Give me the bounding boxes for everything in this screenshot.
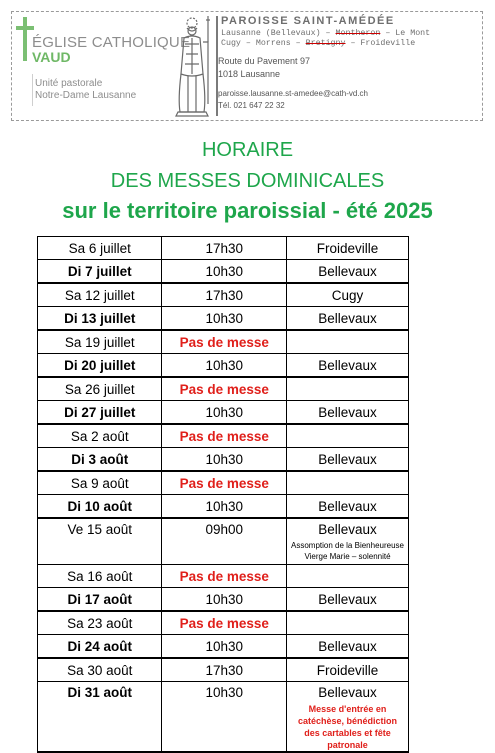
schedule-time: Pas de messe bbox=[162, 377, 287, 401]
schedule-place bbox=[287, 330, 409, 354]
schedule-row bbox=[38, 237, 409, 260]
schedule-place bbox=[287, 471, 409, 495]
schedule-time: 10h30 bbox=[162, 401, 287, 425]
schedule-day: Sa 9 août bbox=[38, 471, 162, 495]
schedule-place-label: Bellevaux bbox=[318, 685, 377, 700]
schedule-row bbox=[38, 401, 409, 425]
schedule-time: 10h30 bbox=[162, 682, 287, 753]
schedule-place bbox=[287, 658, 409, 682]
schedule-place bbox=[287, 495, 409, 519]
pastoral-unit-line1: Unité pastorale bbox=[35, 78, 103, 89]
title-line3: sur le territoire paroissial - été 2025 bbox=[62, 198, 433, 223]
cross-icon bbox=[23, 17, 27, 61]
schedule-time: Pas de messe bbox=[162, 611, 287, 635]
schedule-time: 10h30 bbox=[162, 588, 287, 612]
schedule-time: 10h30 bbox=[162, 260, 287, 284]
schedule-time: 10h30 bbox=[162, 635, 287, 659]
logo-text-line1: ÉGLISE CATHOLIQUE bbox=[32, 34, 191, 51]
schedule-place-label: Bellevaux bbox=[318, 310, 377, 326]
schedule-place-label: Froideville bbox=[316, 662, 379, 678]
schedule-place-label: Bellevaux bbox=[318, 357, 377, 373]
schedule-time: Pas de messe bbox=[162, 471, 287, 495]
schedule-row bbox=[38, 495, 409, 519]
schedule-place-label: Bellevaux bbox=[318, 451, 377, 467]
schedule-day: Di 13 juillet bbox=[38, 307, 162, 331]
schedule-row bbox=[38, 611, 409, 635]
title-line1: HORAIRE bbox=[201, 139, 294, 161]
schedule-row bbox=[38, 448, 409, 472]
address-city: 1018 Lausanne bbox=[218, 69, 281, 79]
schedule-place-label: Bellevaux bbox=[318, 591, 377, 607]
schedule-place bbox=[287, 354, 409, 378]
schedule-time: 10h30 bbox=[162, 354, 287, 378]
schedule-row bbox=[38, 565, 409, 588]
schedule-row bbox=[38, 471, 409, 495]
schedule-place-label: Bellevaux bbox=[318, 404, 377, 420]
schedule-time: Pas de messe bbox=[162, 565, 287, 588]
contact-email[interactable]: paroisse.lausanne.st-amedee@cath-vd.ch bbox=[218, 89, 368, 98]
schedule-place-label: Bellevaux bbox=[318, 263, 377, 279]
schedule-time: 17h30 bbox=[162, 283, 287, 307]
schedule-place bbox=[287, 283, 409, 307]
schedule-day: Di 10 août bbox=[38, 495, 162, 519]
schedule-day: Sa 23 août bbox=[38, 611, 162, 635]
schedule-note: Messe d'entrée en catéchèse, bénédiction des cartables et fête patronale bbox=[297, 704, 398, 750]
schedule-place bbox=[287, 518, 409, 565]
schedule-row bbox=[38, 424, 409, 448]
schedule-row bbox=[38, 658, 409, 682]
schedule-day: Di 24 août bbox=[38, 635, 162, 659]
schedule-time: Pas de messe bbox=[162, 330, 287, 354]
schedule-row bbox=[38, 307, 409, 331]
schedule-place bbox=[287, 448, 409, 472]
schedule-place bbox=[287, 588, 409, 612]
schedule-place bbox=[287, 401, 409, 425]
schedule-time: 17h30 bbox=[162, 658, 287, 682]
schedule-place bbox=[287, 237, 409, 260]
schedule-place bbox=[287, 377, 409, 401]
schedule-day: Di 7 juillet bbox=[38, 260, 162, 284]
schedule-time: Pas de messe bbox=[162, 424, 287, 448]
address-street: Route du Pavement 97 bbox=[218, 56, 311, 66]
schedule-day: Sa 12 juillet bbox=[38, 283, 162, 307]
schedule-day: Sa 26 juillet bbox=[38, 377, 162, 401]
schedule-day: Sa 19 juillet bbox=[38, 330, 162, 354]
contact-phone: Tél. 021 647 22 32 bbox=[218, 101, 285, 110]
schedule-body bbox=[38, 237, 409, 753]
schedule-row bbox=[38, 635, 409, 659]
schedule-place-label: Bellevaux bbox=[318, 498, 377, 514]
schedule-time: 10h30 bbox=[162, 307, 287, 331]
schedule-note: Assomption de la Bienheureuse Vierge Marie – solennité bbox=[291, 541, 404, 561]
schedule-time: 10h30 bbox=[162, 448, 287, 472]
title-line2: DES MESSES DOMINICALES bbox=[110, 170, 385, 192]
schedule-row bbox=[38, 377, 409, 401]
schedule-row bbox=[38, 518, 409, 565]
mass-schedule-table bbox=[37, 236, 409, 753]
unit-separator bbox=[32, 74, 33, 106]
schedule-day: Sa 30 août bbox=[38, 658, 162, 682]
schedule-row bbox=[38, 260, 409, 284]
schedule-day: Sa 16 août bbox=[38, 565, 162, 588]
cross-bar bbox=[16, 26, 34, 30]
schedule-row bbox=[38, 354, 409, 378]
schedule-day: Di 20 juillet bbox=[38, 354, 162, 378]
schedule-day: Sa 6 juillet bbox=[38, 237, 162, 260]
schedule-place bbox=[287, 260, 409, 284]
schedule-day: Di 3 août bbox=[38, 448, 162, 472]
schedule-place bbox=[287, 424, 409, 448]
logo-text-line2: VAUD bbox=[32, 49, 71, 65]
schedule-place-label: Froideville bbox=[316, 240, 379, 256]
schedule-time: 09h00 bbox=[162, 518, 287, 565]
pastoral-unit-line2: Notre-Dame Lausanne bbox=[35, 90, 137, 101]
schedule-day: Di 17 août bbox=[38, 588, 162, 612]
schedule-place bbox=[287, 635, 409, 659]
letterhead bbox=[11, 11, 483, 121]
schedule-day: Di 27 juillet bbox=[38, 401, 162, 425]
schedule-row bbox=[38, 330, 409, 354]
saint-amedee-illustration bbox=[170, 14, 214, 118]
schedule-place-label: Bellevaux bbox=[318, 522, 377, 537]
schedule-day: Di 31 août bbox=[38, 682, 162, 753]
schedule-day: Ve 15 août bbox=[38, 518, 162, 565]
parish-locations-line2: Cugy – Morrens – Bretigny – Froideville bbox=[221, 39, 416, 48]
schedule-row bbox=[38, 588, 409, 612]
schedule-place-label: Bellevaux bbox=[318, 638, 377, 654]
schedule-day: Sa 2 août bbox=[38, 424, 162, 448]
schedule-place-label: Cugy bbox=[331, 287, 364, 303]
parish-locations-line1: Lausanne (Bellevaux) – Montheron – Le Mont bbox=[221, 29, 431, 38]
schedule-time: 10h30 bbox=[162, 495, 287, 519]
schedule-time: 17h30 bbox=[162, 237, 287, 260]
schedule-place bbox=[287, 611, 409, 635]
schedule-row bbox=[38, 283, 409, 307]
parish-name: PAROISSE SAINT-AMÉDÉE bbox=[221, 15, 395, 27]
schedule-place bbox=[287, 307, 409, 331]
schedule-place bbox=[287, 682, 409, 753]
schedule-row bbox=[38, 682, 409, 753]
schedule-place bbox=[287, 565, 409, 588]
